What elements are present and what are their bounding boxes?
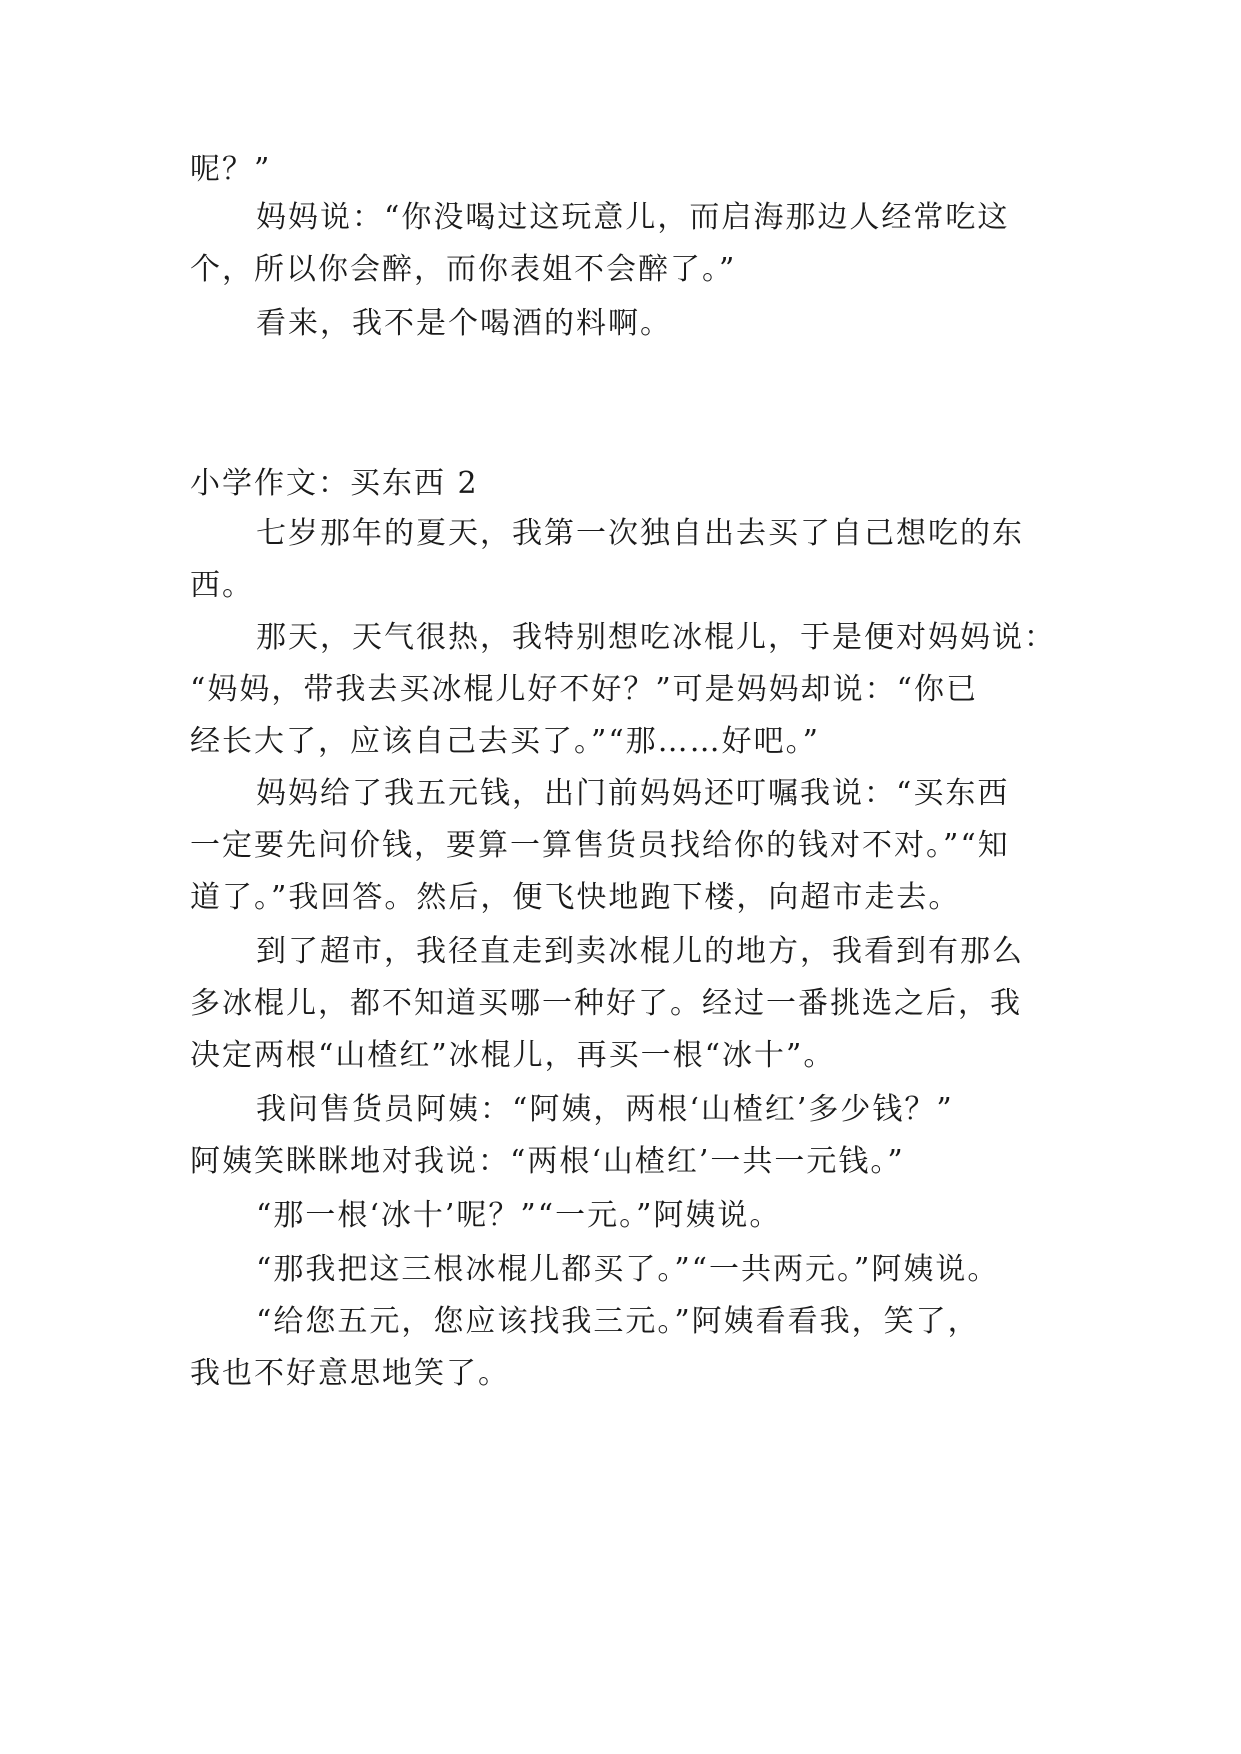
paragraph-line: 阿姨笑眯眯地对我说：“两根‘山楂红’一共一元钱。”	[190, 1144, 905, 1179]
paragraph-line: 经长大了，应该自己去买了。”“那……好吧。”	[190, 724, 821, 759]
paragraph-line: 妈妈给了我五元钱，出门前妈妈还叮嘱我说：“买东西	[256, 776, 1010, 811]
paragraph-line: 那天，天气很热，我特别想吃冰棍儿，于是便对妈妈说：	[256, 620, 1056, 655]
paragraph-line: 一定要先问价钱，要算一算售货员找给你的钱对不对。”“知	[190, 828, 1010, 863]
paragraph-line: 道了。”我回答。然后，便飞快地跑下楼，向超市走去。	[190, 880, 961, 915]
section-title: 小学作文：买东西 2	[190, 466, 479, 501]
paragraph-line: “那我把这三根冰棍儿都买了。”“一共两元。”阿姨说。	[256, 1252, 1000, 1287]
paragraph-line: 个，所以你会醉，而你表姐不会醉了。”	[190, 252, 737, 287]
paragraph-line: “妈妈，带我去买冰棍儿好不好？”可是妈妈却说：“你已	[190, 672, 979, 707]
paragraph-line: 妈妈说：“你没喝过这玩意儿，而启海那边人经常吃这	[256, 200, 1010, 235]
paragraph-line: 决定两根“山楂红”冰棍儿，再买一根“冰十”。	[190, 1038, 836, 1073]
paragraph-line: 看来，我不是个喝酒的料啊。	[256, 306, 672, 341]
paragraph-line: 呢？”	[190, 152, 272, 187]
paragraph-line: “给您五元，您应该找我三元。”阿姨看看我，笑了，	[256, 1304, 980, 1339]
paragraph-line: 我问售货员阿姨：“阿姨，两根‘山楂红’多少钱？”	[256, 1092, 954, 1127]
paragraph-line: “那一根‘冰十’呢？”“一元。”阿姨说。	[256, 1198, 782, 1233]
paragraph-line: 西。	[190, 568, 254, 603]
paragraph-line: 我也不好意思地笑了。	[190, 1356, 510, 1391]
paragraph-line: 多冰棍儿，都不知道买哪一种好了。经过一番挑选之后，我	[190, 986, 1022, 1021]
paragraph-line: 到了超市，我径直走到卖冰棍儿的地方，我看到有那么	[256, 934, 1024, 969]
paragraph-line: 七岁那年的夏天，我第一次独自出去买了自己想吃的东	[256, 516, 1024, 551]
